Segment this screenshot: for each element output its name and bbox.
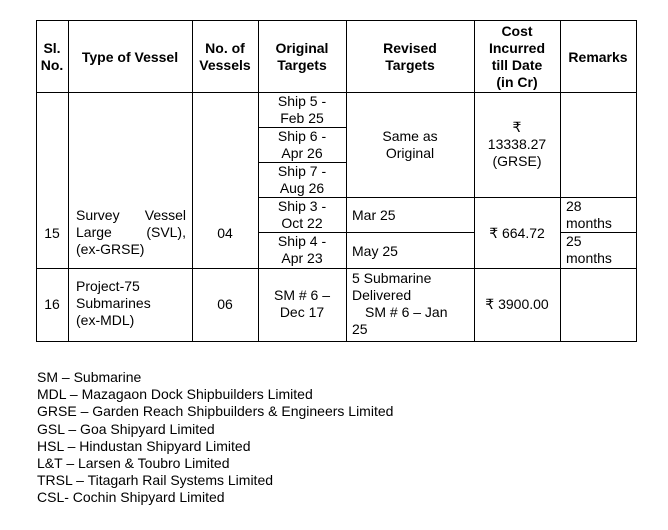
abbreviation-legend (37, 369, 393, 507)
legend-item: TRSL – Titagarh Rail Systems Limited (37, 472, 274, 489)
legend-item: L&T – Larsen & Toubro Limited (37, 455, 230, 472)
row16-no-of-vessels: 06 (217, 296, 233, 312)
header-cost-incurred: Cost Incurred till Date (in Cr) (488, 23, 545, 90)
row15-revised-ship3: Mar 25 (352, 207, 396, 223)
row15-cost-total: ₹ 664.72 (489, 225, 545, 241)
row15-original-ship4: Ship 4 - Apr 23 (277, 233, 327, 266)
legend-item: CSL- Cochin Shipyard Limited (37, 489, 225, 506)
row16-revised-target: 5 Submarine Delivered SM # 6 – Jan 25 (352, 270, 448, 337)
cost-divider (474, 197, 560, 198)
row15-original-ship5: Ship 5 - Feb 25 (277, 93, 327, 126)
header-no-of-vessels: No. of Vessels (199, 40, 251, 73)
row16-cost: ₹ 3900.00 (485, 296, 549, 312)
row15-remarks-ship3: 28 months (566, 198, 612, 231)
header-sl-no: Sl. No. (40, 40, 64, 73)
header-revised-targets: Revised Targets (383, 40, 437, 73)
row15-remarks-ship4: 25 months (566, 233, 612, 266)
col-divider-6 (560, 20, 561, 342)
legend-item: MDL – Mazagaon Dock Shipbuilders Limited (37, 386, 313, 403)
table-border-right (636, 20, 637, 342)
legend-item: GSL – Goa Shipyard Limited (37, 420, 215, 437)
row-divider (36, 268, 637, 269)
row15-no-of-vessels: 04 (217, 225, 233, 241)
row15-original-ship7: Ship 7 - Aug 26 (277, 163, 327, 196)
row15-revised-ship4: May 25 (352, 243, 398, 259)
revised-divider-1 (346, 197, 474, 198)
revised-divider-2 (346, 232, 474, 233)
header-remarks: Remarks (568, 49, 628, 65)
legend-item: GRSE – Garden Reach Shipbuilders & Engineers Limited (37, 403, 394, 420)
row16-original-target: SM # 6 – Dec 17 (273, 287, 331, 320)
row15-type-of-vessel: Survey Vessel Large (SVL), (ex-GRSE) (76, 207, 186, 257)
legend-item: SM – Submarine (37, 369, 142, 385)
table-border-bottom (36, 341, 637, 342)
col-divider-1 (68, 20, 69, 342)
row15-original-ship3: Ship 3 - Oct 22 (277, 198, 327, 231)
table-border-top (36, 20, 637, 21)
row16-type-of-vessel: Project-75 Submarines (ex-MDL) (76, 278, 151, 328)
row15-original-ship6: Ship 6 - Apr 26 (277, 128, 327, 161)
row16-sl-no: 16 (44, 296, 60, 312)
row15-revised-same-as-original: Same as Original (382, 128, 438, 161)
header-type-of-vessel: Type of Vessel (81, 49, 179, 65)
legend-item: HSL – Hindustan Shipyard Limited (37, 437, 251, 454)
row15-cost-grse: ₹ 13338.27 (GRSE) (487, 119, 547, 169)
header-original-targets: Original Targets (275, 40, 329, 73)
row15-sl-no: 15 (44, 225, 60, 241)
